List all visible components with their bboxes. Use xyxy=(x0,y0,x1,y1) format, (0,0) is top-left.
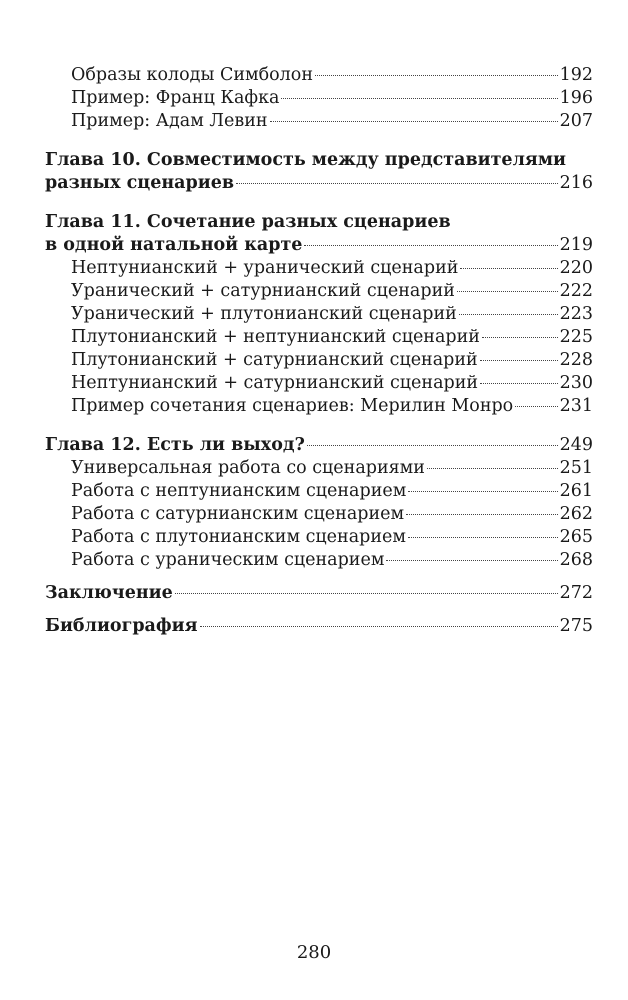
toc-entry xyxy=(45,257,593,280)
dot-leader xyxy=(408,491,557,492)
toc-entry-title: Уранический + сатурнианский сценарий xyxy=(71,281,455,301)
conclusion-title: Заключение xyxy=(45,583,173,603)
toc-entry-page: 223 xyxy=(559,304,593,324)
toc-entry-title: Пример: Франц Кафка xyxy=(71,88,280,108)
toc-entry xyxy=(45,349,593,372)
toc-entry-page: 261 xyxy=(559,481,593,501)
toc-entry-title: Работа с ураническим сценарием xyxy=(71,550,385,570)
toc-entry xyxy=(45,280,593,303)
dot-leader xyxy=(408,537,558,538)
toc-entry-page: 262 xyxy=(559,504,593,524)
bibliography-page: 275 xyxy=(559,616,593,636)
dot-leader xyxy=(386,560,557,561)
toc-entry-title: Уранический + плутонианский сценарий xyxy=(71,304,457,324)
dot-leader xyxy=(480,360,558,361)
toc-entry xyxy=(45,303,593,326)
chapter-10-heading-line1: Глава 10. Совместимость между представителями xyxy=(45,150,567,170)
dot-leader xyxy=(236,183,558,184)
toc-entry xyxy=(45,395,593,418)
toc-entry xyxy=(45,503,593,526)
toc-entry xyxy=(45,457,593,480)
chapter-12-page: 249 xyxy=(559,435,593,455)
toc-entry-page: 192 xyxy=(559,65,593,85)
dot-leader xyxy=(406,514,558,515)
chapter-11-heading xyxy=(45,234,593,257)
toc-entry-page: 230 xyxy=(559,373,593,393)
toc-entry xyxy=(45,64,593,87)
dot-leader xyxy=(480,383,558,384)
dot-leader xyxy=(482,337,558,338)
toc-entry xyxy=(45,372,593,395)
toc-entry-page: 268 xyxy=(559,550,593,570)
toc-entry-title: Пример: Адам Левин xyxy=(71,111,268,131)
toc-entry xyxy=(45,87,593,110)
toc-entry-title: Работа с нептунианским сценарием xyxy=(71,481,407,501)
dot-leader xyxy=(307,445,558,446)
chapter-11-page: 219 xyxy=(559,235,593,255)
chapter-10-page: 216 xyxy=(559,173,593,193)
chapter-12-heading xyxy=(45,434,593,457)
toc-entry-title: Нептунианский + сатурнианский сценарий xyxy=(71,373,479,393)
page-number: 280 xyxy=(296,942,332,963)
toc-entry-title: Работа с плутонианским сценарием xyxy=(71,527,406,547)
dot-leader xyxy=(315,75,558,76)
dot-leader xyxy=(200,626,558,627)
table-of-contents xyxy=(45,64,593,638)
toc-entry xyxy=(45,549,593,572)
dot-leader xyxy=(304,245,557,246)
toc-entry-title: Нептунианский + уранический сценарий xyxy=(71,258,459,278)
toc-entry-page: 207 xyxy=(559,111,593,131)
toc-entry-page: 225 xyxy=(559,327,593,347)
toc-entry-title: Работа с сатурнианским сценарием xyxy=(71,504,405,524)
chapter-11-heading-line2: в одной натальной карте xyxy=(45,235,303,255)
dot-leader xyxy=(515,406,557,407)
toc-entry-page: 251 xyxy=(559,458,593,478)
dot-leader xyxy=(460,268,557,269)
chapter-10-heading-line2: разных сценариев xyxy=(45,173,234,193)
conclusion-entry xyxy=(45,582,593,605)
chapter-12-title: Глава 12. Есть ли выход? xyxy=(45,435,305,455)
toc-entry-title: Универсальная работа со сценариями xyxy=(71,458,425,478)
toc-entry-page: 196 xyxy=(559,88,593,108)
bibliography-title: Библиография xyxy=(45,616,198,636)
toc-entry-page: 265 xyxy=(559,527,593,547)
toc-entry xyxy=(45,480,593,503)
chapter-10-heading xyxy=(45,172,593,195)
dot-leader xyxy=(427,468,558,469)
dot-leader xyxy=(270,121,558,122)
bibliography-entry xyxy=(45,615,593,638)
toc-entry xyxy=(45,110,593,133)
toc-entry xyxy=(45,326,593,349)
toc-entry-title: Плутонианский + нептунианский сценарий xyxy=(71,327,480,347)
conclusion-page: 272 xyxy=(559,583,593,603)
toc-entry-title: Пример сочетания сценариев: Мерилин Монро xyxy=(71,396,514,416)
toc-entry-page: 220 xyxy=(559,258,593,278)
dot-leader xyxy=(459,314,558,315)
toc-entry-page: 231 xyxy=(559,396,593,416)
toc-entry-page: 222 xyxy=(559,281,593,301)
dot-leader xyxy=(175,593,558,594)
toc-entry-title: Образы колоды Симболон xyxy=(71,65,314,85)
dot-leader xyxy=(457,291,558,292)
chapter-11-heading-line1: Глава 11. Сочетание разных сценариев xyxy=(45,212,451,232)
dot-leader xyxy=(281,98,557,99)
toc-entry-title: Плутонианский + сатурнианский сценарий xyxy=(71,350,478,370)
toc-entry xyxy=(45,526,593,549)
toc-entry-page: 228 xyxy=(559,350,593,370)
